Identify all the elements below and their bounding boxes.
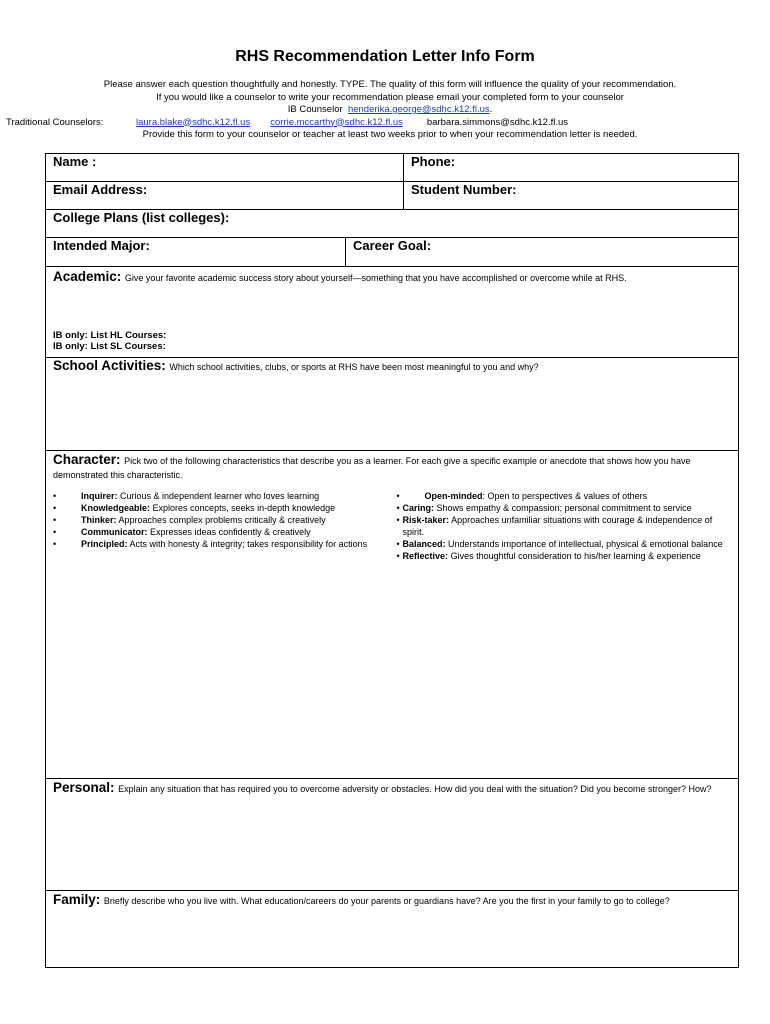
characteristics-left-column	[53, 490, 397, 562]
student-number-label: Student Number:	[411, 182, 517, 197]
trait-text: Curious & independent learner who loves learning	[120, 491, 320, 501]
trait-term: Balanced:	[402, 539, 446, 549]
ib-sl-courses-label: IB only: List SL Courses:	[53, 341, 166, 352]
email-label: Email Address:	[53, 182, 148, 197]
counselor-email-link-2[interactable]: corrie.mccarthy@sdhc.k12.fl.us	[270, 116, 403, 128]
trait-term: Thinker:	[81, 515, 117, 525]
bullet: •	[396, 551, 400, 561]
trait-term: Caring:	[402, 503, 435, 513]
bullet: •	[53, 539, 57, 549]
trait-item	[53, 538, 387, 550]
personal-section[interactable]	[46, 779, 739, 891]
trait-term: Risk-taker:	[402, 515, 450, 525]
college-plans-label: College Plans (list colleges):	[53, 210, 230, 225]
intro-line-2: If you would like a counselor to write your recommendation please email your completed form to your counselor	[156, 91, 624, 103]
trait-text: Approaches complex problems critically & creatively	[118, 515, 326, 525]
trait-text: Acts with honesty & integrity; takes responsibility for actions	[129, 539, 368, 549]
academic-heading: Academic:	[53, 269, 122, 284]
info-form-table	[45, 153, 739, 968]
trait-item	[397, 502, 731, 514]
family-heading: Family:	[53, 892, 101, 907]
counselor-email-link-1[interactable]: laura.blake@sdhc.k12.fl.us	[136, 116, 251, 128]
trait-item	[53, 514, 387, 526]
character-heading: Character:	[53, 452, 121, 467]
traditional-counselors-line	[6, 117, 740, 130]
intended-major-field[interactable]	[46, 238, 346, 267]
family-section[interactable]	[46, 891, 739, 968]
name-label: Name :	[53, 154, 97, 169]
trait-text: Approaches unfamiliar situations with courage & independence of spirit.	[402, 515, 713, 537]
trait-item	[53, 490, 387, 502]
counselor-email-3: barbara.simmons@sdhc.k12.fl.us	[426, 116, 569, 128]
bullet: •	[53, 527, 57, 537]
academic-description: Give your favorite academic success story about yourself—something that you have accomplished or overcome while at RHS.	[124, 273, 627, 283]
characteristics-list	[53, 490, 730, 562]
ib-suffix: .	[489, 104, 493, 115]
trait-term: Reflective:	[402, 551, 449, 561]
intro-line-1: Please answer each question thoughtfully and honestly. TYPE. The quality of this form will influence the quality of your recommendation.	[103, 79, 677, 90]
phone-label: Phone:	[411, 154, 456, 169]
activities-section[interactable]	[46, 358, 739, 451]
trait-text: Expresses ideas confidently & creatively	[150, 527, 311, 537]
form-title: RHS Recommendation Letter Info Form	[235, 48, 535, 65]
email-field[interactable]	[46, 182, 404, 210]
trait-item	[397, 490, 731, 502]
college-plans-field[interactable]	[46, 210, 739, 238]
trait-item	[397, 538, 731, 550]
career-goal-label: Career Goal:	[353, 238, 432, 253]
bullet: •	[396, 515, 400, 525]
trait-item	[397, 550, 731, 562]
activities-heading: School Activities:	[53, 358, 166, 373]
trait-term: Open-minded	[424, 491, 483, 501]
trait-term: Inquirer:	[81, 491, 118, 501]
bullet: •	[396, 539, 400, 549]
trait-item	[53, 526, 387, 538]
bullet: •	[396, 503, 400, 513]
trait-item	[53, 502, 387, 514]
intro-line-5: Provide this form to your counselor or teacher at least two weeks prior to when your recommendation letter is needed.	[142, 129, 638, 140]
phone-field[interactable]	[404, 154, 739, 182]
name-field[interactable]	[46, 154, 404, 182]
bullet: •	[396, 491, 400, 501]
trait-term: Communicator:	[81, 527, 148, 537]
trait-term: Principled:	[81, 539, 128, 549]
family-description: Briefly describe who you live with. What education/careers do your parents or guardians have? Are you the first in your family to go to college?	[103, 896, 670, 906]
intro-instructions	[6, 79, 740, 142]
characteristics-right-column	[397, 490, 731, 562]
bullet: •	[53, 503, 57, 513]
ib-counselor-label: IB Counselor	[287, 104, 343, 115]
trait-text: Explores concepts, seeks in-depth knowledge	[152, 503, 336, 513]
career-goal-field[interactable]	[346, 238, 739, 267]
traditional-counselors-label: Traditional Counselors:	[6, 116, 104, 128]
ib-counselor-email-link[interactable]: henderika.george@sdhc.k12.fl.us	[347, 104, 490, 115]
character-section[interactable]	[46, 451, 739, 779]
bullet: •	[53, 491, 57, 501]
personal-heading: Personal:	[53, 780, 115, 795]
intended-major-label: Intended Major:	[53, 238, 150, 253]
academic-section[interactable]	[46, 267, 739, 358]
bullet: •	[53, 515, 57, 525]
character-description: Pick two of the following characteristics that describe you as a learner. For each give a specific example or anecdote that shows how you have demonstrated this characteristic.	[53, 456, 691, 480]
trait-text: Shows empathy & compassion; personal commitment to service	[436, 503, 692, 513]
ib-hl-courses-label: IB only: List HL Courses:	[53, 330, 167, 341]
trait-text: Gives thoughtful consideration to his/her learning & experience	[450, 551, 701, 561]
activities-description: Which school activities, clubs, or sports at RHS have been most meaningful to you and why?	[169, 362, 539, 372]
trait-term: Knowledgeable:	[81, 503, 151, 513]
student-number-field[interactable]	[404, 182, 739, 210]
trait-text: Understands importance of intellectual, physical & emotional balance	[448, 539, 723, 549]
personal-description: Explain any situation that has required you to overcome adversity or obstacles. How did you deal with the situation? Did you become stronger? How?	[118, 784, 712, 794]
trait-text: : Open to perspectives & values of others	[482, 491, 648, 501]
ib-counselor-line	[40, 104, 740, 117]
trait-item	[397, 514, 731, 538]
